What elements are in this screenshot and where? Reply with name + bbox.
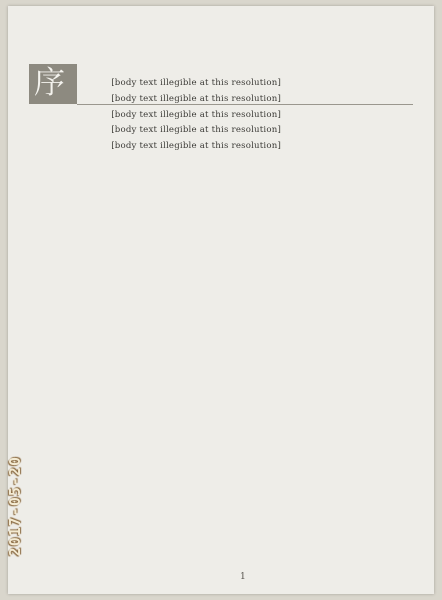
preface-heading: 序 bbox=[34, 65, 65, 101]
paragraph: [body text illegible at this resolution] bbox=[111, 78, 282, 88]
paragraph: [body text illegible at this resolution] bbox=[111, 109, 282, 120]
photo-date-stamp: 2017-05-20 bbox=[6, 456, 24, 557]
preface-body bbox=[94, 76, 410, 155]
paragraph: [body text illegible at this resolution] bbox=[111, 93, 282, 104]
paragraph: [body text illegible at this resolution] bbox=[111, 141, 282, 152]
paragraph: [body text illegible at this resolution] bbox=[111, 125, 282, 136]
document-page bbox=[8, 6, 434, 594]
preface-header-block bbox=[29, 64, 77, 104]
page-number: 1 bbox=[240, 572, 246, 582]
